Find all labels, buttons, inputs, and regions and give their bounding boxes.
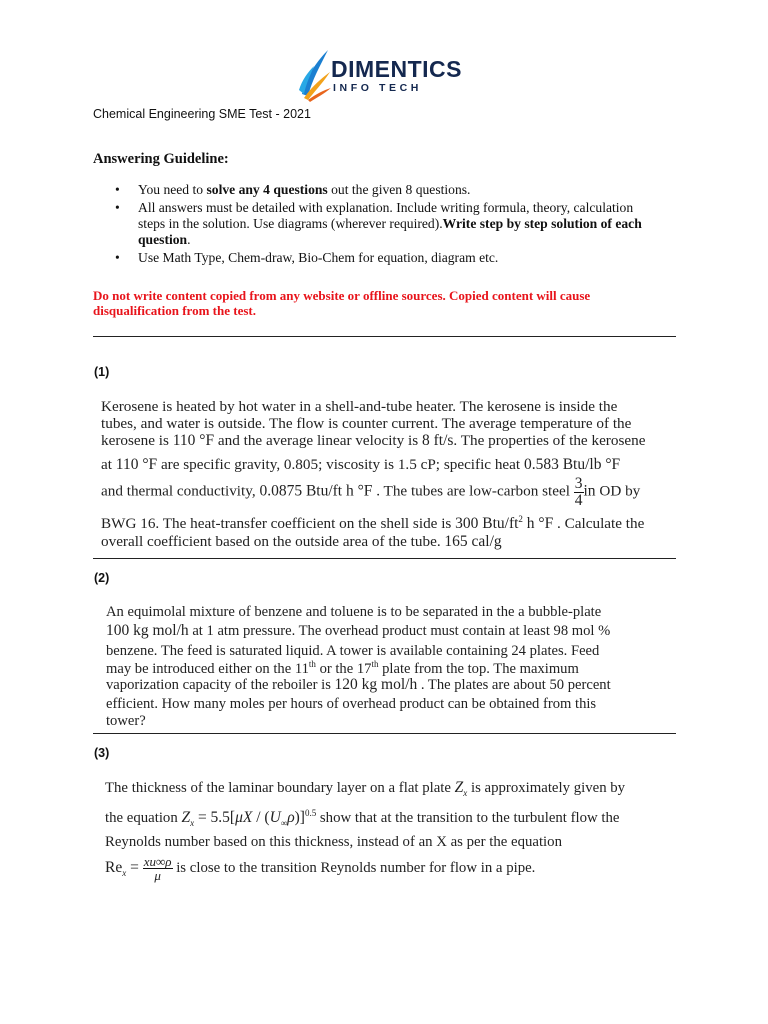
- brand-tagline: INFO TECH: [333, 82, 422, 94]
- document-title: Chemical Engineering SME Test - 2021: [93, 107, 311, 121]
- guideline-item: • You need to solve any 4 questions out the given 8 questions.: [93, 182, 663, 198]
- text-line: $Re_x$ = $\frac{xu\infty\rho}{\mu}$ is close to the transition Reynolds number for flow in a pipe.: [105, 854, 536, 883]
- text-line: An equimolal mixture of benzene and toluene is to be separated in the a bubble-plate: [106, 604, 602, 620]
- text-line: Kerosene is heated by hot water in a shell-and-tube heater. The kerosene is inside the: [101, 398, 618, 415]
- divider: [93, 733, 676, 734]
- text-line: the equation $Z_x = 5.5[\mu X / (U_\infty\rho)]^{0.5}$ show that at the transition to the turbulent flow the: [105, 808, 620, 829]
- text-line: BWG 16. The heat-transfer coefficient on the shell side is 300 Btu/$ft^2$ h °F . Calculate the: [101, 514, 645, 533]
- text-line: kerosene is 110 °F and the average linear velocity is 8 ft/s. The properties of the kerosene: [101, 432, 646, 449]
- text-line: overall coefficient based on the outside area of the tube. 165 cal/g: [101, 533, 502, 550]
- text-line: may be introduced either on the 11th or the 17th plate from the top. The maximum: [106, 659, 579, 677]
- brand-name: DIMENTICS: [331, 56, 462, 82]
- text-line: efficient. How many moles per hours of overhead product can be obtained from this: [106, 696, 597, 712]
- question-number: (1): [94, 365, 110, 379]
- company-logo: [298, 46, 478, 102]
- warning-notice: Do not write content copied from any website or offline sources. Copied content will cause disqualification from the test.: [93, 288, 591, 318]
- question-number: (2): [94, 571, 110, 585]
- text-line: tubes, and water is outside. The flow is counter current. The average temperature of the: [101, 415, 632, 432]
- text-line: 100 kg mol/h at 1 atm pressure. The overhead product must contain at least 98 mol %: [106, 622, 611, 639]
- divider: [93, 558, 676, 559]
- text-line: and thermal conductivity, 0.0875 Btu/ft h °F . The tubes are low-carbon steel $\frac{3}{4}$ in OD by: [101, 475, 641, 509]
- text-line: benzene. The feed is saturated liquid. A tower is available containing 24 plates. Feed: [106, 643, 600, 659]
- text-line: at 110 °F are specific gravity, 0.805; viscosity is 1.5 cP; specific heat 0.583 Btu/lb °F: [101, 456, 621, 473]
- divider: [93, 336, 676, 337]
- text-line: The thickness of the laminar boundary layer on a flat plate $Z_x$ is approximately given by: [105, 779, 626, 798]
- question-2-text: [106, 604, 676, 732]
- question-number: (3): [94, 746, 110, 760]
- question-1-text: [101, 398, 676, 558]
- text-line: vaporization capacity of the reboiler is 120 kg mol/h . The plates are about 50 percent: [106, 676, 611, 693]
- guideline-heading: Answering Guideline:: [93, 151, 229, 167]
- guideline-list: [93, 182, 663, 268]
- guideline-item: • Use Math Type, Chem-draw, Bio-Chem for equation, diagram etc.: [93, 250, 663, 266]
- text-line: Reynolds number based on this thickness, instead of an X as per the equation: [105, 834, 562, 850]
- guideline-item: • All answers must be detailed with explanation. Include writing formula, theory, calculation steps in the solution. Use diagrams (wherever required).Write step by step solution of each question.: [93, 200, 663, 248]
- question-3-text: [105, 779, 675, 894]
- dimentics-logo-mark: [298, 46, 332, 102]
- text-line: tower?: [106, 713, 146, 729]
